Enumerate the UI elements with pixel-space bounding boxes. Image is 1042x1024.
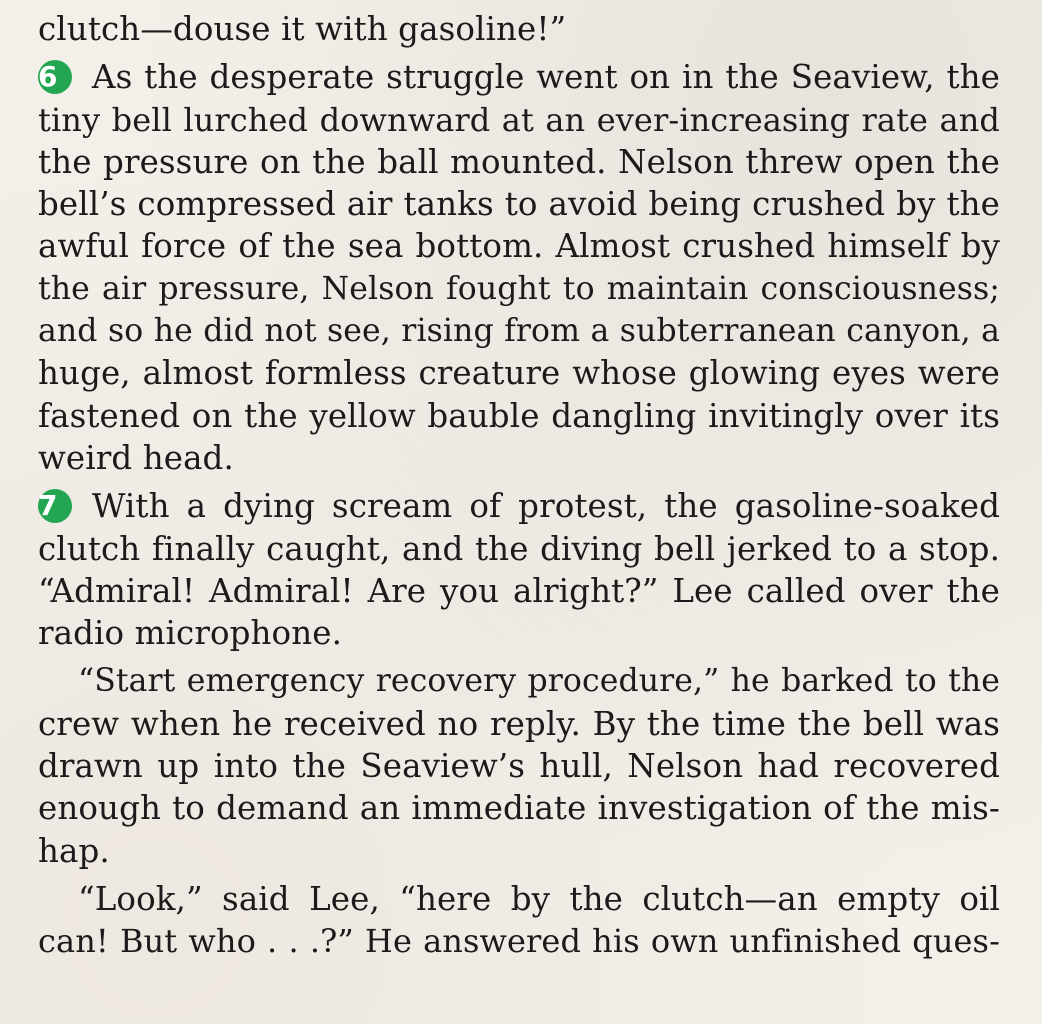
section-marker-6: 6 [38,60,72,94]
text-line: can! But who . . .?” He answered his own unfinished ques- [38,922,1000,961]
text-line: crew when he received no reply. By the time the bell was [38,704,1000,743]
text-line: “Start emergency recovery procedure,” he barked to the [78,663,1000,700]
text-line: and so he did not see, rising from a subterranean canyon, a [38,313,1000,350]
text-line: the pressure on the ball mounted. Nelson threw open the [38,142,1000,181]
text-line: “Look,” said Lee, “here by the clutch—an empty oil [78,879,1000,918]
text-line: fastened on the yellow bauble dangling invitingly over its [38,396,1000,435]
text-line: radio microphone. [38,614,343,653]
text-line: weird head. [38,438,234,477]
text-line: the air pressure, Nelson fought to maintain consciousness; [38,270,1000,307]
text-line-content: With a dying scream of protest, the gasoline-soaked [92,487,1000,526]
paragraph-look [38,878,1000,963]
text-line: tiny bell lurched downward at an ever-increasing rate and [38,100,1000,139]
section-marker-7: 7 [38,489,72,523]
text-line: drawn up into the Seaview’s hull, Nelson had recovered [38,747,1000,786]
text-line: huge, almost formless creature whose glowing eyes were [38,354,1000,393]
paragraph-7 [38,485,1000,654]
text-line: enough to demand an immediate investigation of the mis- [38,789,1000,828]
text-line: clutch—douse it with gasoline!” [38,10,567,48]
paragraph-continuation [38,8,1000,50]
paragraph-recovery [38,660,1000,871]
text-line: “Admiral! Admiral! Are you alright?” Lee called over the [38,571,1000,610]
text-line: bell’s compressed air tanks to avoid being crushed by the [38,185,1000,224]
text-line: awful force of the sea bottom. Almost crushed himself by [38,227,1000,266]
text-line: clutch finally caught, and the diving bell jerked to a stop. [38,529,1000,568]
paragraph-6 [38,56,1000,479]
text-line-content: As the desperate struggle went on in the Seaview, the [92,58,1000,97]
text-line [38,485,1000,527]
text-line [38,56,1000,98]
text-line: hap. [38,831,110,870]
